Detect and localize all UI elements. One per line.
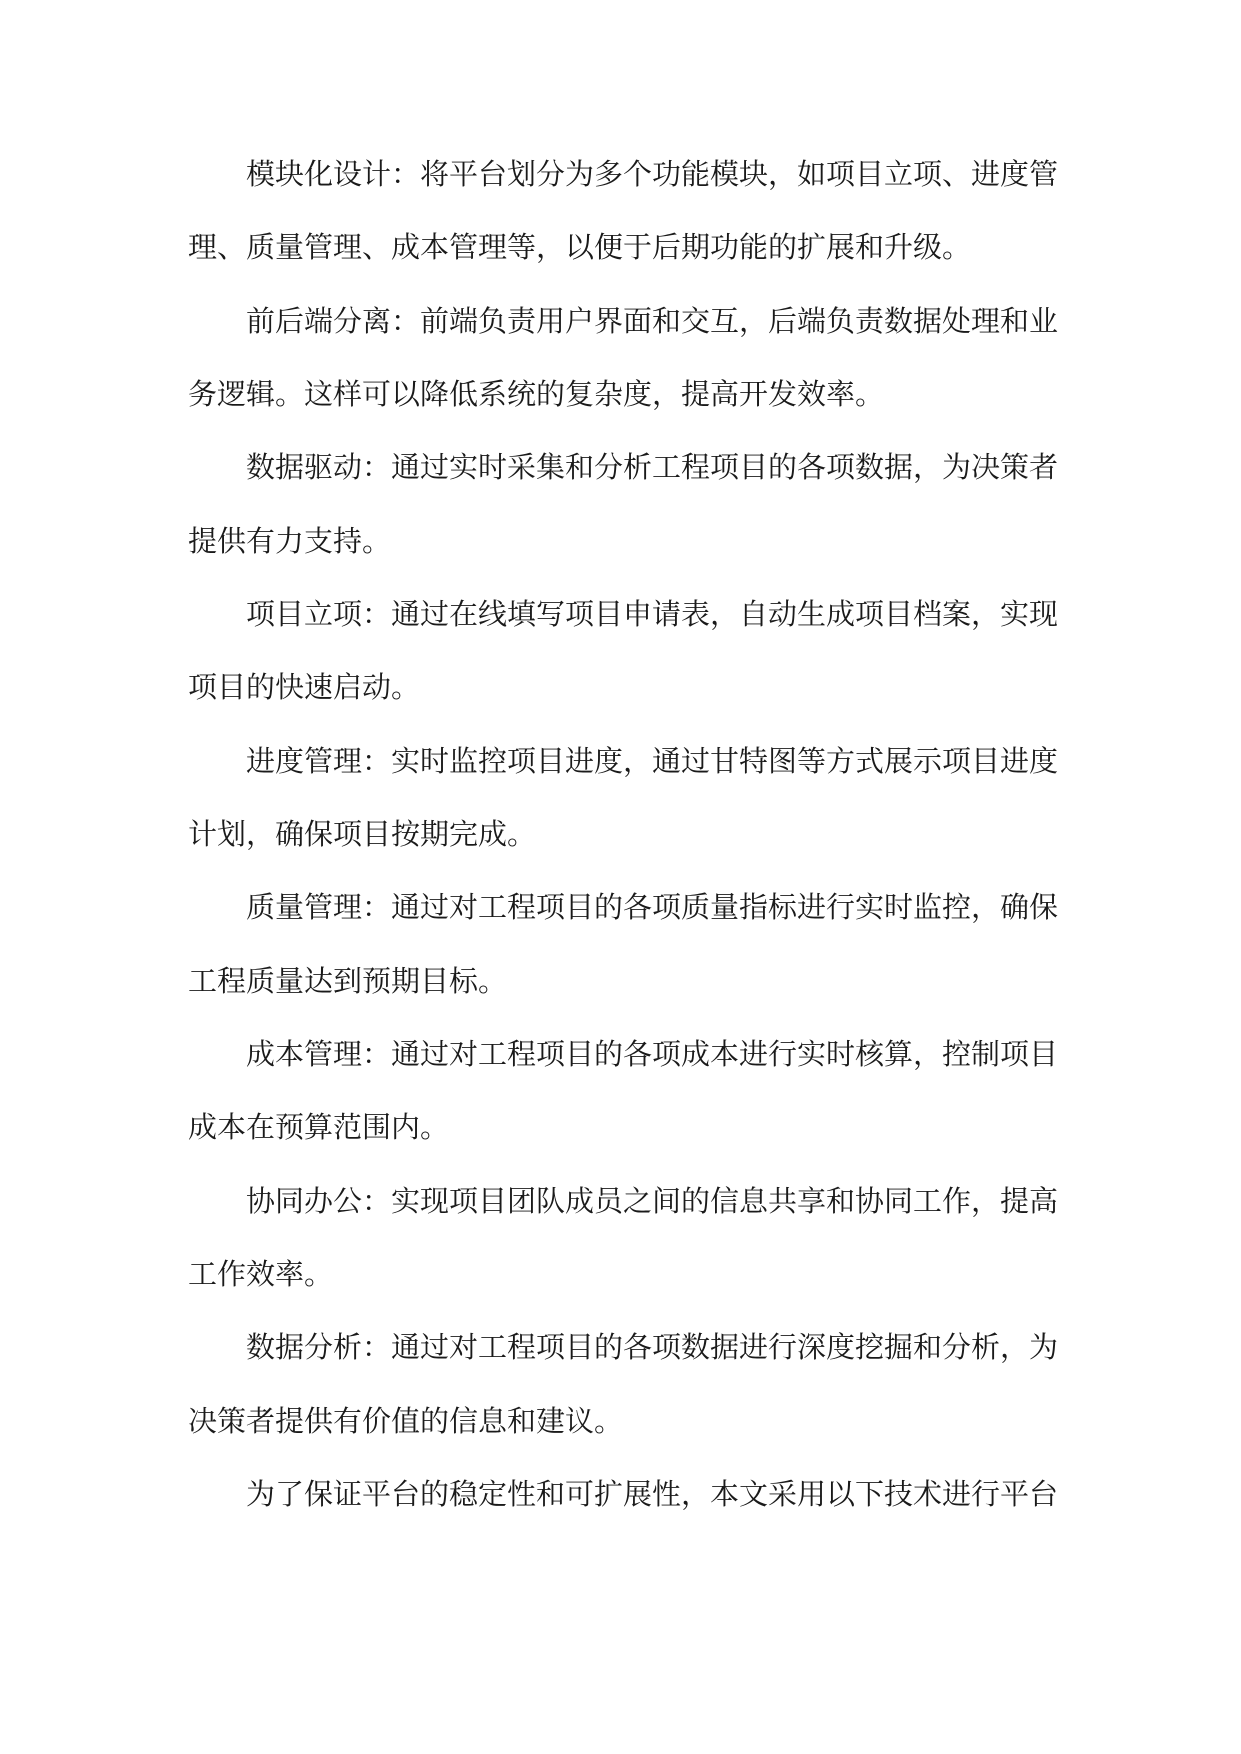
paragraph-line: 数据分析：通过对工程项目的各项数据进行深度挖掘和分析，为 bbox=[246, 1330, 1059, 1364]
paragraph-line: 成本在预算范围内。 bbox=[188, 1110, 450, 1144]
paragraph-line: 模块化设计：将平台划分为多个功能模块，如项目立项、进度管 bbox=[246, 157, 1059, 191]
paragraph-line: 数据驱动：通过实时采集和分析工程项目的各项数据，为决策者 bbox=[246, 450, 1059, 484]
paragraph-line: 进度管理：实时监控项目进度，通过甘特图等方式展示项目进度 bbox=[246, 744, 1059, 778]
paragraph-line: 工作效率。 bbox=[188, 1257, 334, 1291]
paragraph-line: 前后端分离：前端负责用户界面和交互，后端负责数据处理和业 bbox=[246, 304, 1059, 338]
paragraph-line: 项目立项：通过在线填写项目申请表，自动生成项目档案，实现 bbox=[246, 597, 1059, 631]
paragraph-line: 质量管理：通过对工程项目的各项质量指标进行实时监控，确保 bbox=[246, 890, 1059, 924]
paragraph-line: 计划，确保项目按期完成。 bbox=[188, 817, 537, 851]
paragraph-line: 提供有力支持。 bbox=[188, 524, 392, 558]
paragraph-line: 协同办公：实现项目团队成员之间的信息共享和协同工作，提高 bbox=[246, 1184, 1059, 1218]
paragraph-line: 工程质量达到预期目标。 bbox=[188, 964, 508, 998]
paragraph-line: 成本管理：通过对工程项目的各项成本进行实时核算，控制项目 bbox=[246, 1037, 1059, 1071]
paragraph-line: 决策者提供有价值的信息和建议。 bbox=[188, 1404, 624, 1438]
paragraph-line: 务逻辑。这样可以降低系统的复杂度，提高开发效率。 bbox=[188, 377, 885, 411]
paragraph-line: 项目的快速启动。 bbox=[188, 670, 421, 704]
paragraph-line: 为了保证平台的稳定性和可扩展性，本文采用以下技术进行平台 bbox=[246, 1477, 1059, 1511]
paragraph-line: 理、质量管理、成本管理等，以便于后期功能的扩展和升级。 bbox=[188, 230, 972, 264]
